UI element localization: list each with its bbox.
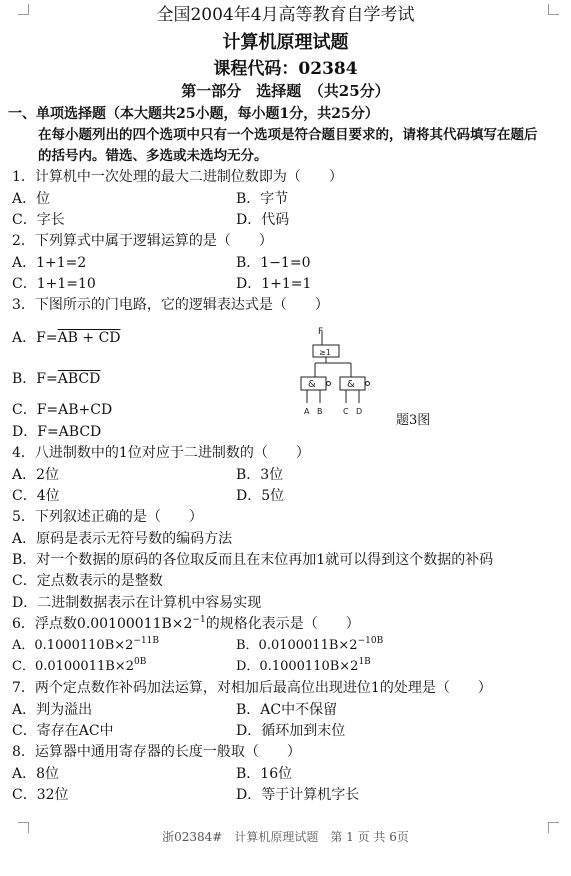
q4-option-a: A．2位 — [12, 467, 60, 483]
q6-option-b-text: B．0.0100011B×2 — [236, 638, 358, 653]
q1-option-b: B．字节 — [236, 191, 289, 207]
q7-option-b: B．AC中不保留 — [236, 702, 338, 718]
section-title: 一、单项选择题（本大题共25小题，每小题1分，共25分） — [8, 106, 379, 122]
q6-option-c — [12, 658, 146, 676]
q6-stem-main: 6．浮点数0.00100011B×2 — [12, 616, 193, 632]
q8-option-d: D．等于计算机字长 — [236, 787, 360, 803]
q4-option-c: C．4位 — [12, 488, 60, 504]
question-8-stem: 8．运算器中通用寄存器的长度一般取（ ） — [12, 744, 301, 760]
q8-option-b: B．16位 — [236, 766, 293, 782]
q5-option-c: C．定点数表示的是整数 — [12, 573, 163, 589]
q2-option-b: B．1−1=0 — [236, 255, 311, 271]
q5-option-b: B．对一个数据的原码的各位取反而且在末位再加1就可以得到这个数据的补码 — [12, 552, 494, 568]
q7-option-c: C．寄存在AC中 — [12, 723, 114, 739]
q2-option-d: D．1+1=1 — [236, 276, 312, 292]
q8-option-a: A．8位 — [12, 766, 60, 782]
q6-option-d — [236, 658, 371, 676]
q3-option-a — [12, 329, 121, 347]
q1-option-c: C．字长 — [12, 212, 65, 228]
q4-option-b: B．3位 — [236, 467, 284, 483]
q1-option-d: D．代码 — [236, 212, 290, 228]
q7-option-a: A．判为溢出 — [12, 702, 93, 718]
q6-option-d-text: D．0.1000110B×2 — [236, 659, 359, 674]
q3-option-b-overlined: ABCD — [57, 371, 101, 387]
q6-option-a — [12, 637, 159, 655]
gate-circuit-diagram — [296, 325, 380, 417]
or-gate-symbol: ≥1 — [319, 348, 331, 357]
course-code: 课程代码：02384 — [213, 59, 358, 79]
input-b-label: B — [317, 407, 323, 416]
question-1-stem: 1．计算机中一次处理的最大二进制位数即为（ ） — [12, 169, 343, 185]
q3-option-a-overlined: AB + CD — [57, 330, 121, 346]
q6-option-c-exponent: 0B — [133, 657, 147, 667]
question-4-stem: 4．八进制数中的1位对应于二进制数的（ ） — [12, 445, 310, 461]
q2-option-a: A．1+1=2 — [12, 255, 87, 271]
q4-option-d: D．5位 — [236, 488, 285, 504]
q3-option-b — [12, 370, 100, 388]
q5-option-d: D．二进制数据表示在计算机中容易实现 — [12, 595, 262, 611]
q6-option-a-text: A．0.1000110B×2 — [12, 638, 134, 653]
q6-stem-tail: 的规格化表示是（ ） — [205, 616, 360, 632]
exam-title: 全国2004年4月高等教育自学考试 — [156, 5, 415, 25]
q5-option-a: A．原码是表示无符号数的编码方法 — [12, 531, 233, 547]
q6-option-d-exponent: 1B — [358, 657, 371, 667]
question-2-stem: 2．下列算式中属于逻辑运算的是（ ） — [12, 233, 273, 249]
q3-option-d: D．F=ABCD — [12, 424, 102, 440]
input-c-label: C — [343, 407, 349, 416]
question-7-stem: 7．两个定点数作补码加法运算，对相加后最高位出现进位1的处理是（ ） — [12, 680, 492, 696]
input-d-label: D — [356, 407, 363, 416]
q3-option-a-prefix: A．F= — [12, 330, 58, 346]
input-a-label: A — [304, 407, 310, 416]
q8-option-c: C．32位 — [12, 787, 69, 803]
q3-option-b-prefix: B．F= — [12, 371, 58, 387]
q6-option-c-text: C．0.0100011B×2 — [12, 659, 134, 674]
and-gate-left-symbol: & — [308, 379, 316, 390]
q1-option-a: A．位 — [12, 191, 51, 207]
question-6-stem — [12, 615, 360, 633]
page-footer: 浙02384# 计算机原理试题 第 1 页 共 6页 — [162, 830, 409, 844]
q6-stem-exponent: −1 — [192, 615, 206, 625]
q6-option-b-exponent: −10B — [357, 636, 384, 646]
question-3-stem: 3．下图所示的门电路，它的逻辑表达式是（ ） — [12, 297, 329, 313]
paper-title: 计算机原理试题 — [222, 32, 349, 53]
q2-option-c: C．1+1=10 — [12, 276, 96, 292]
question-5-stem: 5．下列叙述正确的是（ ） — [12, 509, 203, 525]
instructions-line-1: 在每小题列出的四个选项中只有一个选项是符合题目要求的，请将其代码填写在题后 — [38, 127, 538, 143]
figure-3-caption: 题3图 — [396, 413, 431, 428]
instructions-line-2: 的括号内。错选、多选或未选均无分。 — [38, 148, 268, 164]
q6-option-b — [236, 637, 383, 655]
q6-option-a-exponent: −11B — [133, 636, 160, 646]
q7-option-d: D．循环加到末位 — [236, 723, 346, 739]
q3-option-c: C．F=AB+CD — [12, 402, 113, 418]
part-title: 第一部分 选择题 （共25分） — [181, 82, 390, 100]
and-gate-right-symbol: & — [347, 379, 355, 390]
output-f-label: F — [318, 327, 324, 337]
